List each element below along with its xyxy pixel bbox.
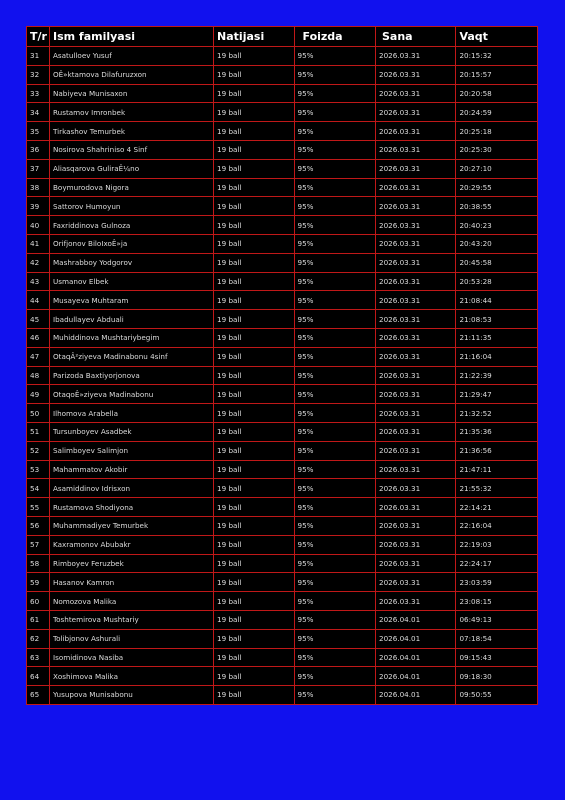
cell-number: 58 [27, 554, 50, 573]
cell-foizda: 95% [294, 140, 376, 159]
cell-number: 39 [27, 197, 50, 216]
cell-vaqt: 21:08:44 [456, 291, 538, 310]
cell-vaqt: 22:24:17 [456, 554, 538, 573]
cell-foizda: 95% [294, 47, 376, 66]
cell-foizda: 95% [294, 84, 376, 103]
cell-sana: 2026.03.31 [376, 84, 456, 103]
cell-name: Tolibjonov Ashurali [49, 629, 213, 648]
cell-foizda: 95% [294, 216, 376, 235]
cell-name: Rustamova Shodiyona [49, 498, 213, 517]
cell-vaqt: 21:32:52 [456, 404, 538, 423]
cell-foizda: 95% [294, 310, 376, 329]
cell-natija: 19 ball [214, 648, 294, 667]
cell-sana: 2026.03.31 [376, 47, 456, 66]
cell-number: 51 [27, 422, 50, 441]
cell-vaqt: 09:50:55 [456, 686, 538, 705]
cell-foizda: 95% [294, 178, 376, 197]
cell-name: Rustamov Imronbek [49, 103, 213, 122]
cell-vaqt: 07:18:54 [456, 629, 538, 648]
cell-name: Ilhomova Arabella [49, 404, 213, 423]
table-row [27, 65, 538, 84]
cell-name: Nosirova Shahriniso 4 Sinf [49, 140, 213, 159]
cell-number: 37 [27, 159, 50, 178]
cell-vaqt: 21:16:04 [456, 347, 538, 366]
cell-number: 61 [27, 610, 50, 629]
cell-number: 47 [27, 347, 50, 366]
cell-natija: 19 ball [214, 686, 294, 705]
cell-foizda: 95% [294, 404, 376, 423]
cell-name: Yusupova Munisabonu [49, 686, 213, 705]
table-row [27, 253, 538, 272]
cell-number: 57 [27, 535, 50, 554]
cell-number: 55 [27, 498, 50, 517]
cell-number: 65 [27, 686, 50, 705]
table-row [27, 122, 538, 141]
cell-vaqt: 23:03:59 [456, 573, 538, 592]
cell-name: Xoshimova Malika [49, 667, 213, 686]
table-row [27, 328, 538, 347]
cell-number: 50 [27, 404, 50, 423]
cell-sana: 2026.03.31 [376, 535, 456, 554]
cell-sana: 2026.03.31 [376, 65, 456, 84]
cell-natija: 19 ball [214, 103, 294, 122]
cell-natija: 19 ball [214, 460, 294, 479]
cell-sana: 2026.03.31 [376, 253, 456, 272]
header-foizda: Foizda [294, 27, 376, 47]
table-row [27, 47, 538, 66]
cell-number: 35 [27, 122, 50, 141]
cell-vaqt: 20:24:59 [456, 103, 538, 122]
cell-natija: 19 ball [214, 592, 294, 611]
cell-sana: 2026.04.01 [376, 648, 456, 667]
cell-foizda: 95% [294, 385, 376, 404]
cell-natija: 19 ball [214, 535, 294, 554]
cell-number: 38 [27, 178, 50, 197]
cell-foizda: 95% [294, 441, 376, 460]
table-row [27, 554, 538, 573]
table-row [27, 686, 538, 705]
table-row [27, 573, 538, 592]
cell-sana: 2026.03.31 [376, 272, 456, 291]
cell-vaqt: 22:16:04 [456, 516, 538, 535]
cell-foizda: 95% [294, 103, 376, 122]
table-row [27, 629, 538, 648]
cell-number: 64 [27, 667, 50, 686]
cell-natija: 19 ball [214, 178, 294, 197]
cell-number: 52 [27, 441, 50, 460]
cell-natija: 19 ball [214, 573, 294, 592]
cell-name: Asatulloev Yusuf [49, 47, 213, 66]
cell-sana: 2026.03.31 [376, 366, 456, 385]
cell-natija: 19 ball [214, 65, 294, 84]
table-row [27, 197, 538, 216]
cell-natija: 19 ball [214, 516, 294, 535]
cell-name: Mahammatov Akobir [49, 460, 213, 479]
cell-natija: 19 ball [214, 84, 294, 103]
cell-vaqt: 21:11:35 [456, 328, 538, 347]
cell-natija: 19 ball [214, 122, 294, 141]
cell-natija: 19 ball [214, 253, 294, 272]
cell-natija: 19 ball [214, 667, 294, 686]
cell-vaqt: 20:43:20 [456, 234, 538, 253]
cell-foizda: 95% [294, 667, 376, 686]
cell-natija: 19 ball [214, 216, 294, 235]
cell-natija: 19 ball [214, 629, 294, 648]
table-row [27, 648, 538, 667]
cell-sana: 2026.03.31 [376, 592, 456, 611]
cell-name: Muhammadiyev Temurbek [49, 516, 213, 535]
cell-natija: 19 ball [214, 291, 294, 310]
cell-name: Musayeva Muhtaram [49, 291, 213, 310]
cell-vaqt: 22:14:21 [456, 498, 538, 517]
table-row [27, 592, 538, 611]
cell-sana: 2026.03.31 [376, 516, 456, 535]
table-row [27, 516, 538, 535]
table-row [27, 103, 538, 122]
cell-vaqt: 20:27:10 [456, 159, 538, 178]
cell-number: 33 [27, 84, 50, 103]
cell-sana: 2026.03.31 [376, 159, 456, 178]
cell-foizda: 95% [294, 197, 376, 216]
cell-foizda: 95% [294, 122, 376, 141]
cell-number: 49 [27, 385, 50, 404]
cell-natija: 19 ball [214, 272, 294, 291]
header-name: Ism familyasi [49, 27, 213, 47]
cell-sana: 2026.03.31 [376, 328, 456, 347]
cell-vaqt: 21:08:53 [456, 310, 538, 329]
cell-sana: 2026.03.31 [376, 178, 456, 197]
cell-foizda: 95% [294, 686, 376, 705]
cell-number: 54 [27, 479, 50, 498]
cell-sana: 2026.03.31 [376, 216, 456, 235]
table-row [27, 310, 538, 329]
cell-vaqt: 20:29:55 [456, 178, 538, 197]
cell-vaqt: 23:08:15 [456, 592, 538, 611]
cell-foizda: 95% [294, 234, 376, 253]
header-natija: Natijasi [214, 27, 294, 47]
cell-natija: 19 ball [214, 422, 294, 441]
cell-sana: 2026.03.31 [376, 234, 456, 253]
cell-name: Usmanov Elbek [49, 272, 213, 291]
table-row [27, 498, 538, 517]
cell-sana: 2026.03.31 [376, 122, 456, 141]
cell-vaqt: 09:15:43 [456, 648, 538, 667]
cell-foizda: 95% [294, 479, 376, 498]
cell-foizda: 95% [294, 460, 376, 479]
cell-sana: 2026.03.31 [376, 197, 456, 216]
cell-number: 40 [27, 216, 50, 235]
cell-foizda: 95% [294, 291, 376, 310]
cell-name: Salimboyev Salimjon [49, 441, 213, 460]
cell-name: Ibadullayev Abduali [49, 310, 213, 329]
cell-vaqt: 21:47:11 [456, 460, 538, 479]
cell-sana: 2026.04.01 [376, 686, 456, 705]
cell-vaqt: 06:49:13 [456, 610, 538, 629]
cell-vaqt: 20:15:32 [456, 47, 538, 66]
table-row [27, 366, 538, 385]
cell-number: 44 [27, 291, 50, 310]
cell-name: Muhiddinova Mushtariybegim [49, 328, 213, 347]
cell-sana: 2026.03.31 [376, 103, 456, 122]
cell-vaqt: 20:38:55 [456, 197, 538, 216]
cell-foizda: 95% [294, 366, 376, 385]
cell-natija: 19 ball [214, 140, 294, 159]
cell-foizda: 95% [294, 648, 376, 667]
cell-sana: 2026.04.01 [376, 629, 456, 648]
cell-name: Isomidinova Nasiba [49, 648, 213, 667]
cell-vaqt: 20:25:30 [456, 140, 538, 159]
cell-natija: 19 ball [214, 310, 294, 329]
cell-foizda: 95% [294, 253, 376, 272]
cell-vaqt: 20:15:57 [456, 65, 538, 84]
cell-vaqt: 21:29:47 [456, 385, 538, 404]
cell-vaqt: 20:40:23 [456, 216, 538, 235]
cell-sana: 2026.03.31 [376, 573, 456, 592]
cell-name: Sattorov Humoyun [49, 197, 213, 216]
cell-sana: 2026.03.31 [376, 422, 456, 441]
cell-natija: 19 ball [214, 610, 294, 629]
cell-foizda: 95% [294, 65, 376, 84]
table-header [27, 27, 538, 47]
cell-sana: 2026.03.31 [376, 291, 456, 310]
cell-number: 62 [27, 629, 50, 648]
cell-sana: 2026.04.01 [376, 610, 456, 629]
cell-vaqt: 20:45:58 [456, 253, 538, 272]
cell-sana: 2026.03.31 [376, 460, 456, 479]
cell-sana: 2026.03.31 [376, 404, 456, 423]
table-row [27, 291, 538, 310]
cell-natija: 19 ball [214, 159, 294, 178]
cell-natija: 19 ball [214, 479, 294, 498]
cell-number: 53 [27, 460, 50, 479]
cell-name: Mashrabboy Yodgorov [49, 253, 213, 272]
table-row [27, 178, 538, 197]
cell-foizda: 95% [294, 629, 376, 648]
table-row [27, 667, 538, 686]
cell-natija: 19 ball [214, 498, 294, 517]
cell-natija: 19 ball [214, 234, 294, 253]
table-row [27, 347, 538, 366]
cell-number: 42 [27, 253, 50, 272]
cell-name: Tursunboyev Asadbek [49, 422, 213, 441]
cell-name: Kaxramonov Abubakr [49, 535, 213, 554]
cell-natija: 19 ball [214, 47, 294, 66]
cell-foizda: 95% [294, 573, 376, 592]
cell-number: 48 [27, 366, 50, 385]
cell-natija: 19 ball [214, 385, 294, 404]
cell-vaqt: 20:53:28 [456, 272, 538, 291]
cell-name: OÊ»ktamova Dilafuruzxon [49, 65, 213, 84]
cell-natija: 19 ball [214, 328, 294, 347]
cell-natija: 19 ball [214, 554, 294, 573]
cell-natija: 19 ball [214, 197, 294, 216]
cell-vaqt: 09:18:30 [456, 667, 538, 686]
cell-name: Hasanov Kamron [49, 573, 213, 592]
cell-name: OtaqoÊ»ziyeva Madinabonu [49, 385, 213, 404]
cell-name: Nomozova Malika [49, 592, 213, 611]
cell-name: Boymurodova Nigora [49, 178, 213, 197]
cell-natija: 19 ball [214, 404, 294, 423]
table-row [27, 140, 538, 159]
cell-sana: 2026.03.31 [376, 498, 456, 517]
table-row [27, 479, 538, 498]
cell-foizda: 95% [294, 347, 376, 366]
table-row [27, 84, 538, 103]
table-row [27, 216, 538, 235]
cell-number: 59 [27, 573, 50, 592]
cell-number: 46 [27, 328, 50, 347]
cell-name: OtaqÂ²ziyeva Madinabonu 4sinf [49, 347, 213, 366]
cell-vaqt: 20:25:18 [456, 122, 538, 141]
cell-foizda: 95% [294, 610, 376, 629]
cell-natija: 19 ball [214, 347, 294, 366]
cell-name: Nabiyeva Munisaxon [49, 84, 213, 103]
cell-name: Rimboyev Feruzbek [49, 554, 213, 573]
cell-number: 43 [27, 272, 50, 291]
cell-foizda: 95% [294, 535, 376, 554]
cell-sana: 2026.03.31 [376, 347, 456, 366]
table-row [27, 404, 538, 423]
header-sana: Sana [376, 27, 456, 47]
cell-number: 45 [27, 310, 50, 329]
table-row [27, 385, 538, 404]
cell-sana: 2026.03.31 [376, 385, 456, 404]
cell-sana: 2026.03.31 [376, 554, 456, 573]
header-tr: T/r [27, 27, 50, 47]
cell-foizda: 95% [294, 422, 376, 441]
table-row [27, 460, 538, 479]
cell-vaqt: 21:35:36 [456, 422, 538, 441]
cell-foizda: 95% [294, 592, 376, 611]
results-table [26, 26, 538, 705]
cell-natija: 19 ball [214, 441, 294, 460]
cell-sana: 2026.03.31 [376, 310, 456, 329]
cell-foizda: 95% [294, 554, 376, 573]
cell-number: 63 [27, 648, 50, 667]
cell-foizda: 95% [294, 516, 376, 535]
cell-number: 56 [27, 516, 50, 535]
table-row [27, 272, 538, 291]
cell-foizda: 95% [294, 272, 376, 291]
cell-number: 60 [27, 592, 50, 611]
cell-vaqt: 21:55:32 [456, 479, 538, 498]
cell-sana: 2026.03.31 [376, 479, 456, 498]
table-body [27, 47, 538, 705]
table-row [27, 441, 538, 460]
cell-number: 41 [27, 234, 50, 253]
cell-vaqt: 21:22:39 [456, 366, 538, 385]
cell-name: Parizoda Baxtiyorjonova [49, 366, 213, 385]
cell-name: Toshtemirova Mushtariy [49, 610, 213, 629]
cell-natija: 19 ball [214, 366, 294, 385]
cell-name: Tirkashov Temurbek [49, 122, 213, 141]
cell-sana: 2026.03.31 [376, 441, 456, 460]
cell-foizda: 95% [294, 498, 376, 517]
cell-number: 32 [27, 65, 50, 84]
cell-name: Faxriddinova Gulnoza [49, 216, 213, 235]
table-row [27, 535, 538, 554]
cell-name: Asamiddinov Idrisxon [49, 479, 213, 498]
header-vaqt: Vaqt [456, 27, 538, 47]
cell-number: 34 [27, 103, 50, 122]
cell-sana: 2026.04.01 [376, 667, 456, 686]
table-row [27, 159, 538, 178]
table-row [27, 234, 538, 253]
header-row [27, 27, 538, 47]
cell-sana: 2026.03.31 [376, 140, 456, 159]
cell-name: Orifjonov BiloIxoÊ»ja [49, 234, 213, 253]
cell-vaqt: 22:19:03 [456, 535, 538, 554]
table-row [27, 610, 538, 629]
table-row [27, 422, 538, 441]
cell-foizda: 95% [294, 159, 376, 178]
cell-foizda: 95% [294, 328, 376, 347]
cell-number: 31 [27, 47, 50, 66]
cell-vaqt: 21:36:56 [456, 441, 538, 460]
cell-number: 36 [27, 140, 50, 159]
cell-vaqt: 20:20:58 [456, 84, 538, 103]
cell-name: Aliasqarova GuliraÊ¼no [49, 159, 213, 178]
